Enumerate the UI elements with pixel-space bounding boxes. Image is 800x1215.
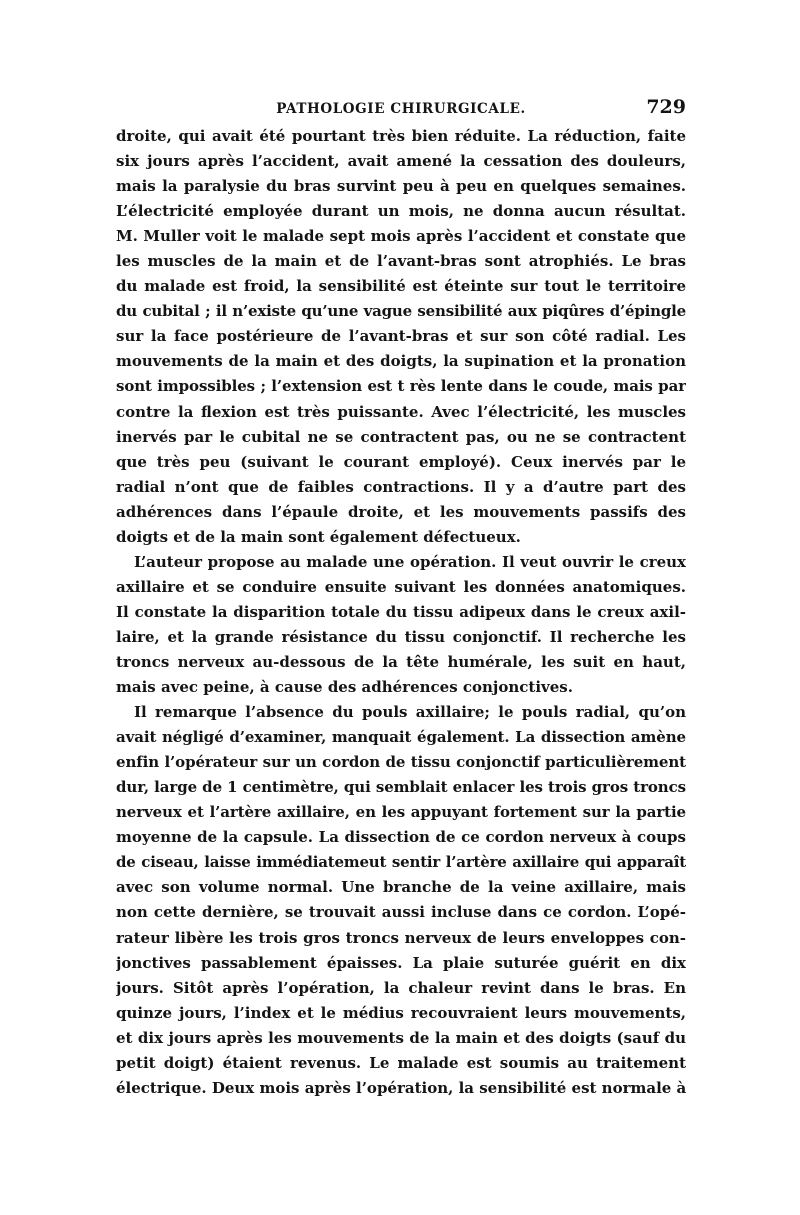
text-line: sur la face postérieure de l’avant-bras et sur son côté radial. Les xyxy=(116,327,686,346)
text-line: de ciseau, laisse immédiatemeut sentir l’artère axillaire qui apparaît xyxy=(116,853,686,872)
text-line: du cubital ; il n’existe qu’une vague sensibilité aux piqûres d’épingle xyxy=(116,302,686,321)
text-line: sont impossibles ; l’extension est t rès lente dans le coude, mais par xyxy=(116,377,686,396)
text-line: Il constate la disparition totale du tissu adipeux dans le creux axil- xyxy=(116,602,686,621)
text-line: mais la paralysie du bras survint peu à peu en quelques semaines. xyxy=(116,177,686,196)
text-line: électrique. Deux mois après l’opération, la sensibilité est normale à xyxy=(116,1078,686,1097)
text-line: mais avec peine, à cause des adhérences conjonctives. xyxy=(116,678,573,697)
running-title: PATHOLOGIE CHIRURGICALE. xyxy=(276,101,526,117)
text-line: enfin l’opérateur sur un cordon de tissu conjonctif particulièrement xyxy=(116,753,686,772)
text-line: quinze jours, l’index et le médius recouvraient leurs mouvements, xyxy=(116,1003,686,1022)
text-line: six jours après l’accident, avait amené la cessation des douleurs, xyxy=(116,152,686,171)
text-line: laire, et la grande résistance du tissu conjonctif. Il recherche les xyxy=(116,627,686,646)
text-line: axillaire et se conduire ensuite suivant les données anatomiques. xyxy=(116,577,686,596)
text-line: droite, qui avait été pourtant très bien réduite. La réduction, faite xyxy=(116,127,686,145)
page-number: 729 xyxy=(646,96,686,118)
text-line: doigts et de la main sont également défectueux. xyxy=(116,527,521,546)
text-line: mouvements de la main et des doigts, la supination et la pronation xyxy=(116,352,686,371)
text-line: L’auteur propose au malade une opération. Il veut ouvrir le creux xyxy=(134,552,686,571)
text-line: jonctives passablement épaisses. La plaie suturée guérit en dix xyxy=(116,953,686,972)
text-line: rateur libère les trois gros troncs nerveux de leurs enveloppes con- xyxy=(116,928,686,947)
body-text xyxy=(116,124,686,1101)
text-line: du malade est froid, la sensibilité est éteinte sur tout le territoire xyxy=(116,277,686,296)
text-line: moyenne de la capsule. La dissection de ce cordon nerveux à coups xyxy=(116,828,686,847)
text-line: inervés par le cubital ne se contractent pas, ou ne se contractent xyxy=(116,427,686,446)
text-line: petit doigt) étaient revenus. Le malade est soumis au traitement xyxy=(116,1053,686,1072)
text-line: avait négligé d’examiner, manquait également. La dissection amène xyxy=(116,728,686,747)
text-line: non cette dernière, se trouvait aussi incluse dans ce cordon. L’opé- xyxy=(116,903,686,922)
text-line: adhérences dans l’épaule droite, et les mouvements passifs des xyxy=(116,502,686,521)
text-line: que très peu (suivant le courant employé). Ceux inervés par le xyxy=(116,452,686,471)
text-line: jours. Sitôt après l’opération, la chaleur revint dans le bras. En xyxy=(116,978,686,997)
text-line: troncs nerveux au-dessous de la tête humérale, les suit en haut, xyxy=(116,652,686,671)
text-line: M. Muller voit le malade sept mois après l’accident et constate que xyxy=(116,227,686,246)
text-line: nerveux et l’artère axillaire, en les appuyant fortement sur la partie xyxy=(116,803,686,822)
text-line: les muscles de la main et de l’avant-bras sont atrophiés. Le bras xyxy=(116,252,686,271)
running-head xyxy=(116,97,686,121)
text-line: et dix jours après les mouvements de la main et des doigts (sauf du xyxy=(116,1028,686,1047)
text-line: avec son volume normal. Une branche de la veine axillaire, mais xyxy=(116,878,686,897)
text-line: Il remarque l’absence du pouls axillaire; le pouls radial, qu’on xyxy=(134,703,686,722)
text-line: dur, large de 1 centimètre, qui semblait enlacer les trois gros troncs xyxy=(116,778,686,797)
text-line: radial n’ont que de faibles contractions. Il y a d’autre part des xyxy=(116,477,686,496)
text-line: contre la flexion est très puissante. Avec l’électricité, les muscles xyxy=(116,402,686,421)
text-line: L’électricité employée durant un mois, ne donna aucun résultat. xyxy=(116,202,686,221)
